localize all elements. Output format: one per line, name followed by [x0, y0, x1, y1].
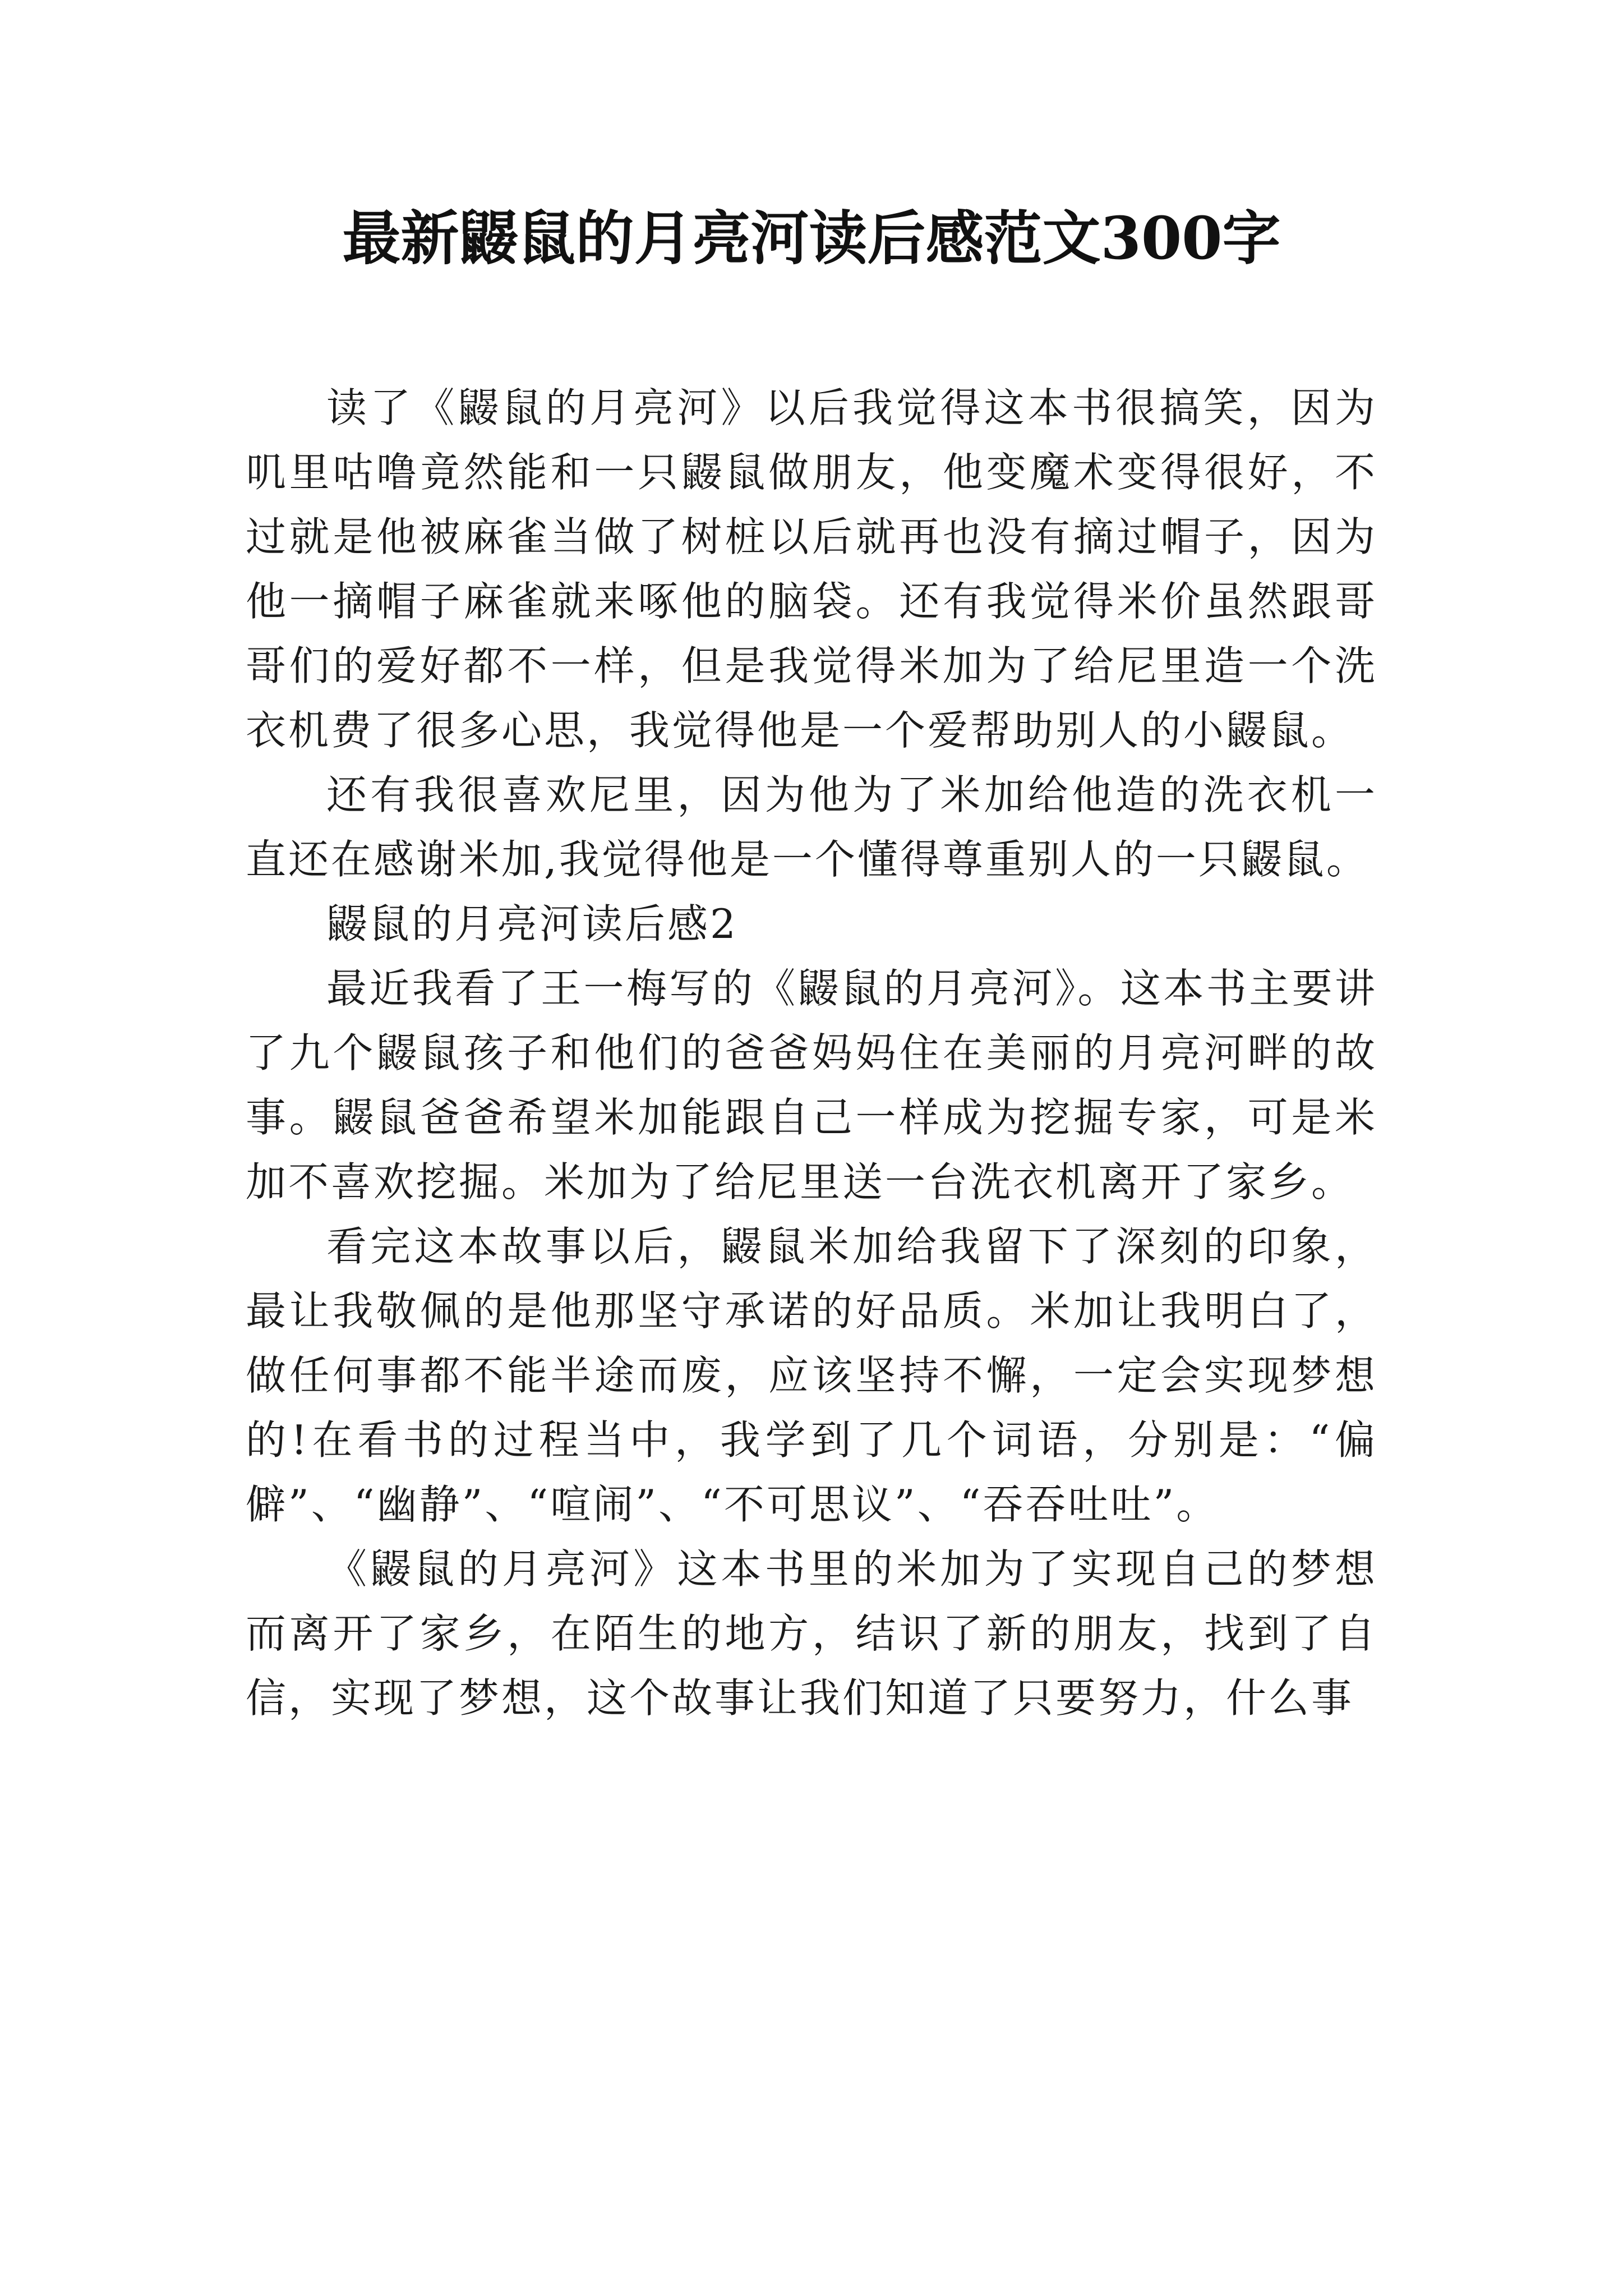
- paragraph: 看完这本故事以后，鼹鼠米加给我留下了深刻的印象，最让我敬佩的是他那坚守承诺的好品质。米加让我明白了，做任何事都不能半途而废，应该坚持不懈，一定会实现梦想的!在看书的过程当中，我学到了几个词语，分别是：“偏僻”、“幽静”、“喧闹”、“不可思议”、“吞吞吐吐”。: [246, 1223, 1377, 1528]
- paragraph: 还有我很喜欢尼里，因为他为了米加给他造的洗衣机一直还在感谢米加,我觉得他是一个懂得尊重别人的一只鼹鼠。: [246, 771, 1377, 883]
- paragraph: 最近我看了王一梅写的《鼹鼠的月亮河》。这本书主要讲了九个鼹鼠孩子和他们的爸爸妈妈住在美丽的月亮河畔的故事。鼹鼠爸爸希望米加能跟自己一样成为挖掘专家，可是米加不喜欢挖掘。米加为了给尼里送一台洗衣机离开了家乡。: [246, 965, 1377, 1205]
- paragraph: 《鼹鼠的月亮河》这本书里的米加为了实现自己的梦想而离开了家乡，在陌生的地方，结识了新的朋友，找到了自信，实现了梦想，这个故事让我们知道了只要努力，什么事: [246, 1545, 1377, 1722]
- paragraph: 读了《鼹鼠的月亮河》以后我觉得这本书很搞笑，因为叽里咕噜竟然能和一只鼹鼠做朋友，他变魔术变得很好，不过就是他被麻雀当做了树桩以后就再也没有摘过帽子，因为他一摘帽子麻雀就来啄他的脑袋。还有我觉得米价虽然跟哥哥们的爱好都不一样，但是我觉得米加为了给尼里造一个洗衣机费了很多心思，我觉得他是一个爱帮助别人的小鼹鼠。: [246, 384, 1377, 754]
- document-body: [246, 376, 1377, 1731]
- section-heading: 鼹鼠的月亮河读后感2: [326, 900, 738, 947]
- document-title: 最新鼹鼠的月亮河读后感范文300字: [342, 204, 1281, 273]
